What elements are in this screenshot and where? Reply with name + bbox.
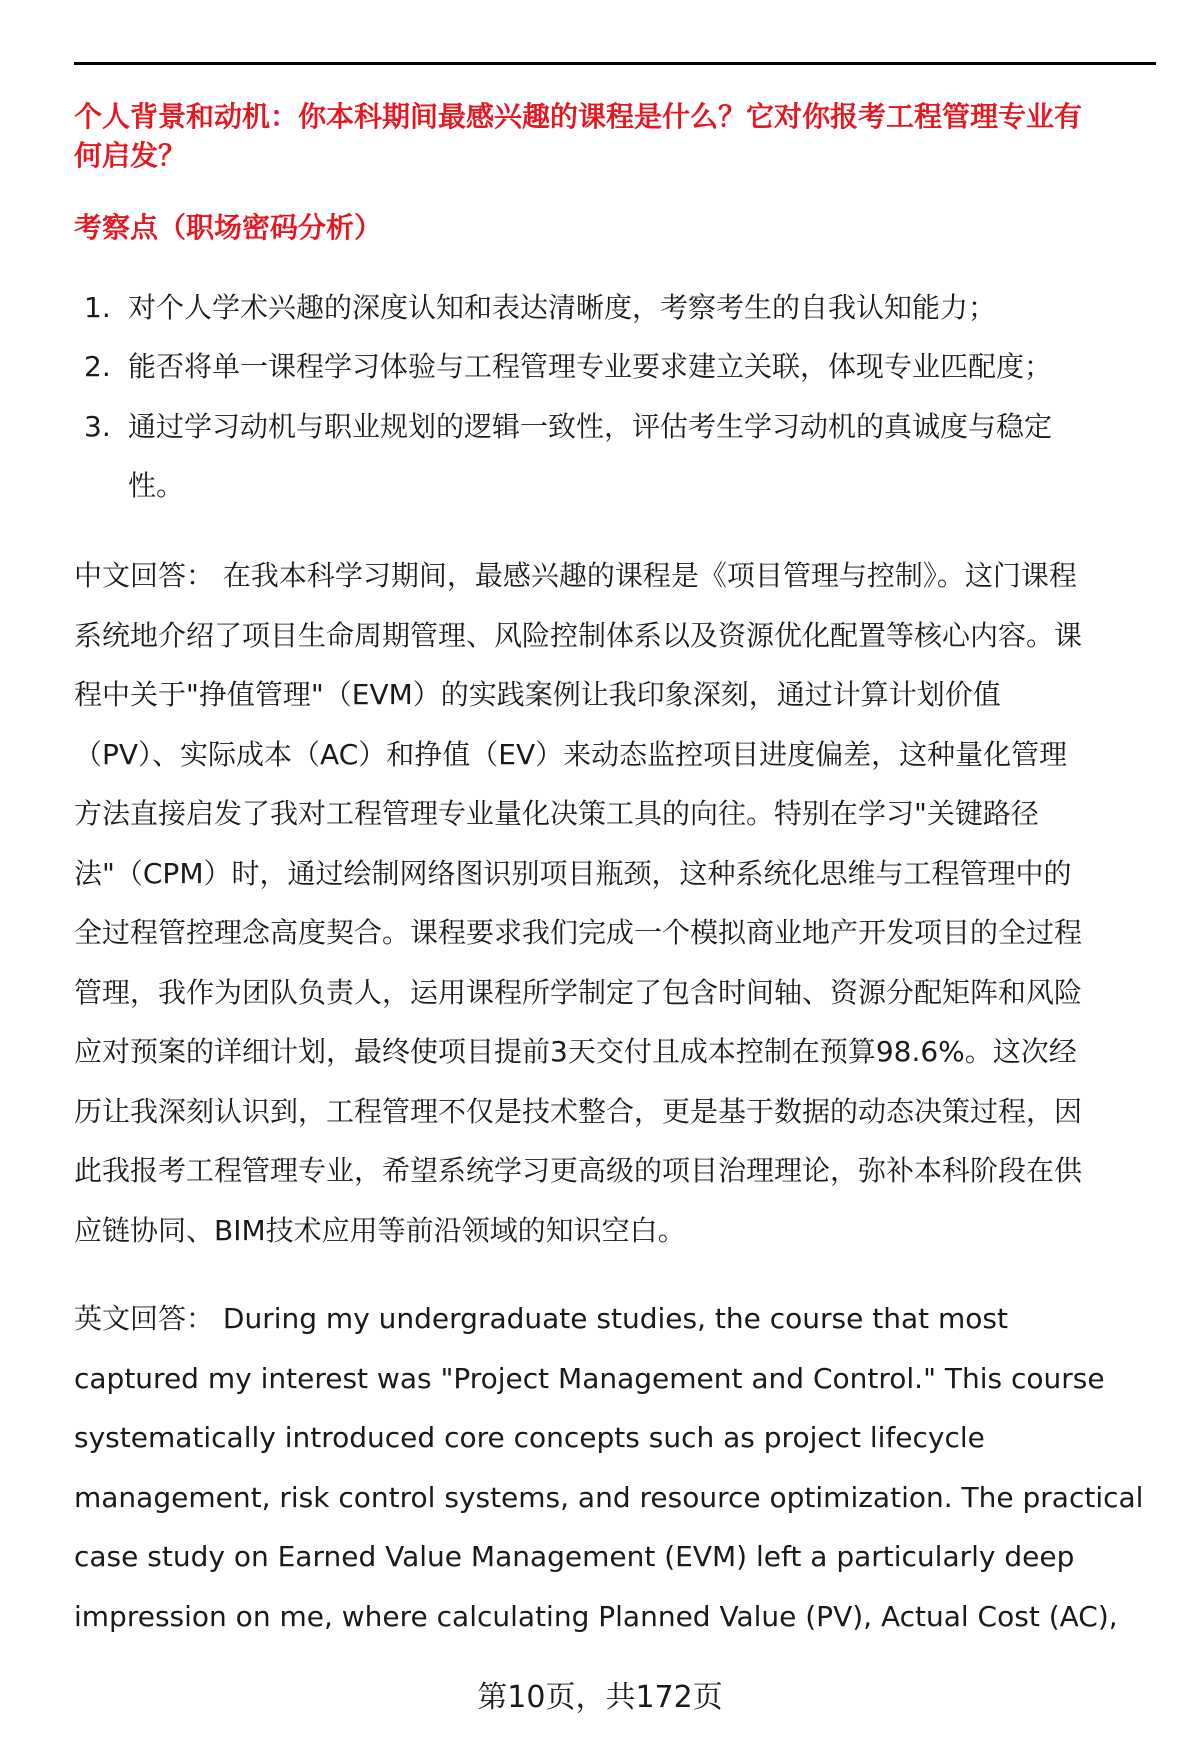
answer-line: 管理，我作为团队负责人，运用课程所学制定了包含时间轴、资源分配矩阵和风险 — [74, 976, 1083, 1009]
answer-line: 法"（CPM）时，通过绘制网络图识别项目瓶颈，这种系统化思维与工程管理中的 — [74, 857, 1072, 890]
point-number: 1. — [84, 291, 111, 324]
answer-line: 系统地介绍了项目生命周期管理、风险控制体系以及资源优化配置等核心内容。课 — [74, 619, 1083, 652]
answer-line: impression on me, where calculating Planned Value (PV), Actual Cost (AC), — [74, 1600, 1118, 1633]
point-number: 3. — [84, 410, 111, 443]
answer-line: management, risk control systems, and resource optimization. The practical — [74, 1481, 1144, 1514]
point-text: 通过学习动机与职业规划的逻辑一致性，评估考生学习动机的真诚度与稳定 — [128, 410, 1053, 443]
point-text: 对个人学术兴趣的深度认知和表达清晰度，考察考生的自我认知能力； — [128, 291, 997, 324]
answer-line: （PV）、实际成本（AC）和挣值（EV）来动态监控项目进度偏差，这种量化管理 — [74, 738, 1068, 771]
question-title-line-1: 个人背景和动机：你本科期间最感兴趣的课程是什么？它对你报考工程管理专业有 — [74, 100, 1083, 133]
answer-line: systematically introduced core concepts such as project lifecycle — [74, 1421, 985, 1454]
section-title: 考察点（职场密码分析） — [74, 211, 383, 244]
answer-line: 中文回答： 在我本科学习期间，最感兴趣的课程是《项目管理与控制》。这门课程 — [74, 559, 1077, 592]
point-text: 能否将单一课程学习体验与工程管理专业要求建立关联，体现专业匹配度； — [128, 350, 1053, 383]
answer-line: captured my interest was "Project Management and Control." This course — [74, 1362, 1105, 1395]
answer-line: case study on Earned Value Management (EVM) left a particularly deep — [74, 1540, 1075, 1573]
header-divider — [74, 62, 1156, 65]
answer-line: 应链协同、BIM技术应用等前沿领域的知识空白。 — [74, 1214, 686, 1247]
point-text: 性。 — [128, 469, 185, 502]
answer-line: 历让我深刻认识到，工程管理不仅是技术整合，更是基于数据的动态决策过程，因 — [74, 1095, 1083, 1128]
answer-line: 英文回答： During my undergraduate studies, the course that most — [74, 1302, 1008, 1335]
page-number: 第10页，共172页 — [477, 1680, 723, 1715]
point-number: 2. — [84, 350, 111, 383]
answer-line: 应对预案的详细计划，最终使项目提前3天交付且成本控制在预算98.6%。这次经 — [74, 1035, 1077, 1068]
answer-line: 程中关于"挣值管理"（EVM）的实践案例让我印象深刻，通过计算计划价值 — [74, 678, 1001, 711]
answer-line: 此我报考工程管理专业，希望系统学习更高级的项目治理理论，弥补本科阶段在供 — [74, 1154, 1083, 1187]
question-title-line-2: 何启发？ — [74, 139, 187, 172]
answer-line: 全过程管控理念高度契合。课程要求我们完成一个模拟商业地产开发项目的全过程 — [74, 916, 1083, 949]
answer-line: 方法直接启发了我对工程管理专业量化决策工具的向往。特别在学习"关键路径 — [74, 797, 1039, 830]
